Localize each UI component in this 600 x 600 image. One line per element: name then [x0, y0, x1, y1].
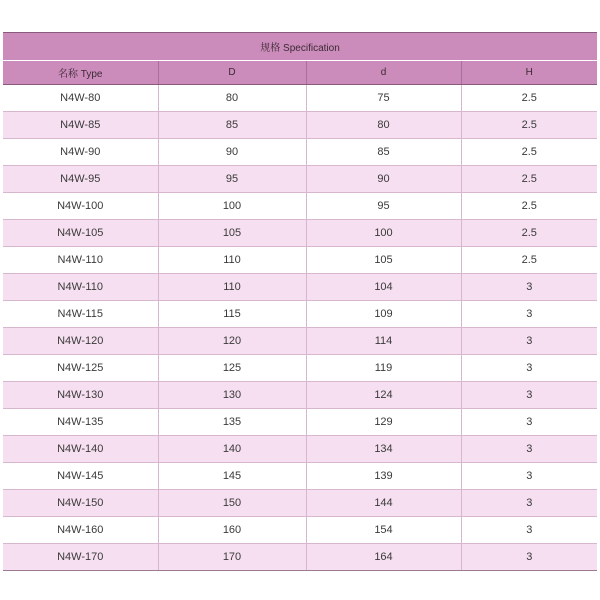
table-row: [3, 139, 597, 166]
cell-outer-diameter: 130: [158, 382, 306, 409]
cell-type: N4W-135: [3, 409, 158, 436]
cell-outer-diameter: 150: [158, 490, 306, 517]
cell-outer-diameter: 160: [158, 517, 306, 544]
cell-inner-diameter: 104: [306, 274, 461, 301]
cell-type: N4W-125: [3, 355, 158, 382]
cell-inner-diameter: 114: [306, 328, 461, 355]
cell-type: N4W-100: [3, 193, 158, 220]
cell-inner-diameter: 85: [306, 139, 461, 166]
cell-height: 3: [461, 544, 597, 571]
cell-outer-diameter: 135: [158, 409, 306, 436]
cell-type: N4W-140: [3, 436, 158, 463]
table-row: [3, 247, 597, 274]
specification-table: [3, 32, 597, 571]
cell-inner-diameter: 109: [306, 301, 461, 328]
table-row: [3, 463, 597, 490]
cell-height: 2.5: [461, 139, 597, 166]
cell-type: N4W-105: [3, 220, 158, 247]
cell-inner-diameter: 105: [306, 247, 461, 274]
cell-outer-diameter: 110: [158, 247, 306, 274]
header-type: 名称 Type: [3, 61, 158, 85]
cell-height: 3: [461, 301, 597, 328]
cell-height: 2.5: [461, 247, 597, 274]
cell-inner-diameter: 95: [306, 193, 461, 220]
cell-type: N4W-170: [3, 544, 158, 571]
cell-inner-diameter: 134: [306, 436, 461, 463]
table-row: [3, 193, 597, 220]
cell-inner-diameter: 144: [306, 490, 461, 517]
cell-inner-diameter: 75: [306, 85, 461, 112]
cell-height: 2.5: [461, 166, 597, 193]
cell-type: N4W-110: [3, 247, 158, 274]
table-row: [3, 436, 597, 463]
cell-outer-diameter: 110: [158, 274, 306, 301]
table-row: [3, 544, 597, 571]
cell-inner-diameter: 164: [306, 544, 461, 571]
cell-height: 3: [461, 409, 597, 436]
cell-outer-diameter: 170: [158, 544, 306, 571]
cell-type: N4W-130: [3, 382, 158, 409]
table-row: [3, 166, 597, 193]
cell-outer-diameter: 105: [158, 220, 306, 247]
table-header-row: [3, 61, 597, 85]
cell-outer-diameter: 120: [158, 328, 306, 355]
table-title: 规格 Specification: [3, 33, 597, 61]
cell-height: 3: [461, 274, 597, 301]
cell-height: 3: [461, 463, 597, 490]
cell-inner-diameter: 100: [306, 220, 461, 247]
cell-height: 3: [461, 436, 597, 463]
cell-outer-diameter: 145: [158, 463, 306, 490]
cell-outer-diameter: 95: [158, 166, 306, 193]
cell-inner-diameter: 90: [306, 166, 461, 193]
cell-inner-diameter: 80: [306, 112, 461, 139]
table-row: [3, 517, 597, 544]
table-row: [3, 85, 597, 112]
cell-height: 2.5: [461, 220, 597, 247]
cell-height: 3: [461, 328, 597, 355]
cell-height: 3: [461, 490, 597, 517]
table-row: [3, 112, 597, 139]
cell-outer-diameter: 85: [158, 112, 306, 139]
cell-outer-diameter: 140: [158, 436, 306, 463]
cell-height: 2.5: [461, 193, 597, 220]
header-height: H: [461, 61, 597, 85]
cell-type: N4W-145: [3, 463, 158, 490]
cell-type: N4W-115: [3, 301, 158, 328]
cell-type: N4W-120: [3, 328, 158, 355]
cell-type: N4W-110: [3, 274, 158, 301]
table-row: [3, 490, 597, 517]
table-row: [3, 382, 597, 409]
header-outer-diameter: D: [158, 61, 306, 85]
cell-height: 2.5: [461, 85, 597, 112]
cell-type: N4W-160: [3, 517, 158, 544]
cell-outer-diameter: 125: [158, 355, 306, 382]
cell-height: 3: [461, 517, 597, 544]
cell-inner-diameter: 154: [306, 517, 461, 544]
cell-inner-diameter: 119: [306, 355, 461, 382]
table-row: [3, 220, 597, 247]
table-row: [3, 409, 597, 436]
cell-type: N4W-90: [3, 139, 158, 166]
table-row: [3, 274, 597, 301]
cell-inner-diameter: 139: [306, 463, 461, 490]
header-inner-diameter: d: [306, 61, 461, 85]
table-title-row: [3, 33, 597, 61]
cell-outer-diameter: 90: [158, 139, 306, 166]
cell-height: 3: [461, 355, 597, 382]
cell-height: 3: [461, 382, 597, 409]
cell-type: N4W-150: [3, 490, 158, 517]
cell-outer-diameter: 80: [158, 85, 306, 112]
cell-outer-diameter: 100: [158, 193, 306, 220]
cell-inner-diameter: 129: [306, 409, 461, 436]
cell-type: N4W-85: [3, 112, 158, 139]
cell-type: N4W-95: [3, 166, 158, 193]
table-body: [3, 85, 597, 571]
cell-inner-diameter: 124: [306, 382, 461, 409]
table-row: [3, 355, 597, 382]
cell-outer-diameter: 115: [158, 301, 306, 328]
table-row: [3, 328, 597, 355]
cell-type: N4W-80: [3, 85, 158, 112]
table-row: [3, 301, 597, 328]
cell-height: 2.5: [461, 112, 597, 139]
